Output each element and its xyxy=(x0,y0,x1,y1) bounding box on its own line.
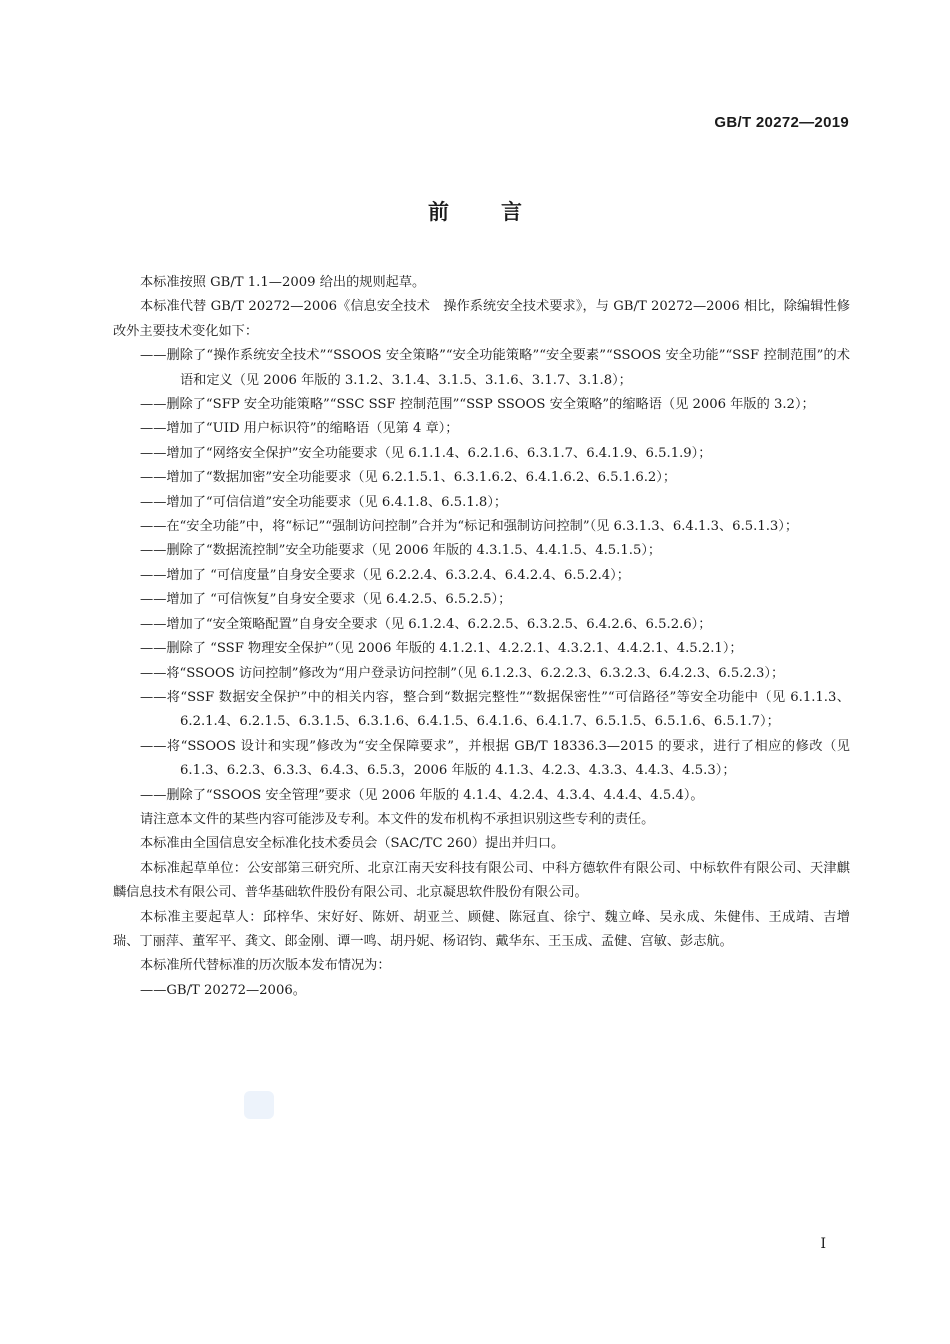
change-item: ——增加了“可信信道”安全功能要求（见 6.4.1.8、6.5.1.8）； xyxy=(140,494,508,510)
change-item: ——删除了 “SSF 物理安全保护”（见 2006 年版的 4.1.2.1、4.2.2.1、4.3.2.1、4.4.2.1、4.5.2.1）； xyxy=(140,641,743,657)
paragraph: 本标准按照 GB/T 1.1—2009 给出的规则起草。 xyxy=(140,275,426,290)
change-item: ——增加了“UID 用户标识符”的缩略语（见第 4 章）； xyxy=(140,421,459,437)
change-item: ——增加了 “可信度量”自身安全要求（见 6.2.2.4、6.3.2.4、6.4.2.4、6.5.2.4）； xyxy=(140,567,630,583)
page-number: I xyxy=(820,1236,826,1252)
history-item: ——GB/T 20272—2006。 xyxy=(140,982,306,998)
standard-number: GB/T 20272—2019 xyxy=(714,114,849,131)
change-item: ——删除了“操作系统安全技术”“SSOOS 安全策略”“安全功能策略”“安全要素”“SSOOS 安全功能”“SSF 控制范围”的术语和定义（见 2006 年版的 3.1.2、3.1.4、3.1.5、3.1.6、3.1.7、3.1.8）； xyxy=(140,348,850,388)
drafters-paragraph: 本标准主要起草人：邱梓华、宋好好、陈妍、胡亚兰、顾健、陈冠直、徐宁、魏立峰、吴永成、朱健伟、王成靖、吉增瑞、丁丽萍、董军平、龚文、郎金刚、谭一鸣、胡丹妮、杨诏钧、戴华东、王玉成、孟健、宫敏、彭志航。 xyxy=(113,909,850,949)
change-item: ——删除了“SSOOS 安全管理”要求（见 2006 年版的 4.1.4、4.2.4、4.3.4、4.4.4、4.5.4）。 xyxy=(140,787,704,803)
change-item: ——将“SSF 数据安全保护”中的相关内容，整合到“数据完整性”“数据保密性”“可信路径”等安全功能中（见 6.1.1.3、6.2.1.4、6.2.1.5、6.3.1.5、6.3.1.6、6.4.1.5、6.4.1.6、6.4.1.7、6.5.1.5、6.5.1.6、6.5.1.7）； xyxy=(140,689,850,730)
change-item: ——删除了“数据流控制”安全功能要求（见 2006 年版的 4.3.1.5、4.4.1.5、4.5.1.5）； xyxy=(140,543,662,559)
change-item: ——增加了“数据加密”安全功能要求（见 6.2.1.5.1、6.3.1.6.2、6.4.1.6.2、6.5.1.6.2）； xyxy=(140,470,677,486)
change-item: ——增加了 “可信恢复”自身安全要求（见 6.4.2.5、6.5.2.5）； xyxy=(140,592,512,608)
document-body xyxy=(113,271,850,1003)
change-item: ——在“安全功能”中，将“标记”“强制访问控制”合并为“标记和强制访问控制”（见 6.3.1.3、6.4.1.3、6.5.1.3）； xyxy=(140,519,799,535)
change-item: ——增加了“安全策略配置”自身安全要求（见 6.1.2.4、6.2.2.5、6.3.2.5、6.4.2.6、6.5.2.6）； xyxy=(140,616,712,632)
change-item: ——增加了“网络安全保护”安全功能要求（见 6.1.1.4、6.2.1.6、6.3.1.7、6.4.1.9、6.5.1.9）； xyxy=(140,445,712,461)
drafting-units-paragraph: 本标准起草单位：公安部第三研究所、北京江南天安科技有限公司、中科方德软件有限公司、中标软件有限公司、天津麒麟信息技术有限公司、普华基础软件股份有限公司、北京凝思软件股份有限公司。 xyxy=(113,860,850,901)
paragraph: 本标准代替 GB/T 20272—2006《信息安全技术 操作系统安全技术要求》，与 GB/T 20272—2006 相比，除编辑性修改外主要技术变化如下： xyxy=(113,299,850,339)
change-item: ——删除了“SFP 安全功能策略”“SSC SSF 控制范围”“SSP SSOOS 安全策略”的缩略语（见 2006 年版的 3.2）； xyxy=(140,397,815,413)
watermark-icon xyxy=(244,1091,274,1119)
page-title: 前言 xyxy=(428,200,574,224)
change-item: ——将“SSOOS 访问控制”修改为“用户登录访问控制”（见 6.1.2.3、6.2.2.3、6.3.2.3、6.4.2.3、6.5.2.3）； xyxy=(140,665,785,681)
history-intro: 本标准所代替标准的历次版本发布情况为： xyxy=(140,958,391,974)
patent-notice: 请注意本文件的某些内容可能涉及专利。本文件的发布机构不承担识别这些专利的责任。 xyxy=(140,811,655,827)
change-item: ——将“SSOOS 设计和实现”修改为“安全保障要求”，并根据 GB/T 18336.3—2015 的要求，进行了相应的修改（见 6.1.3、6.2.3、6.3.3、6.4.3、6.5.3，2006 年版的 4.1.3、4.2.3、4.3.3、4.4.3、4.5.3）； xyxy=(140,738,850,779)
proposer-paragraph: 本标准由全国信息安全标准化技术委员会（SAC/TC 260）提出并归口。 xyxy=(140,836,565,852)
